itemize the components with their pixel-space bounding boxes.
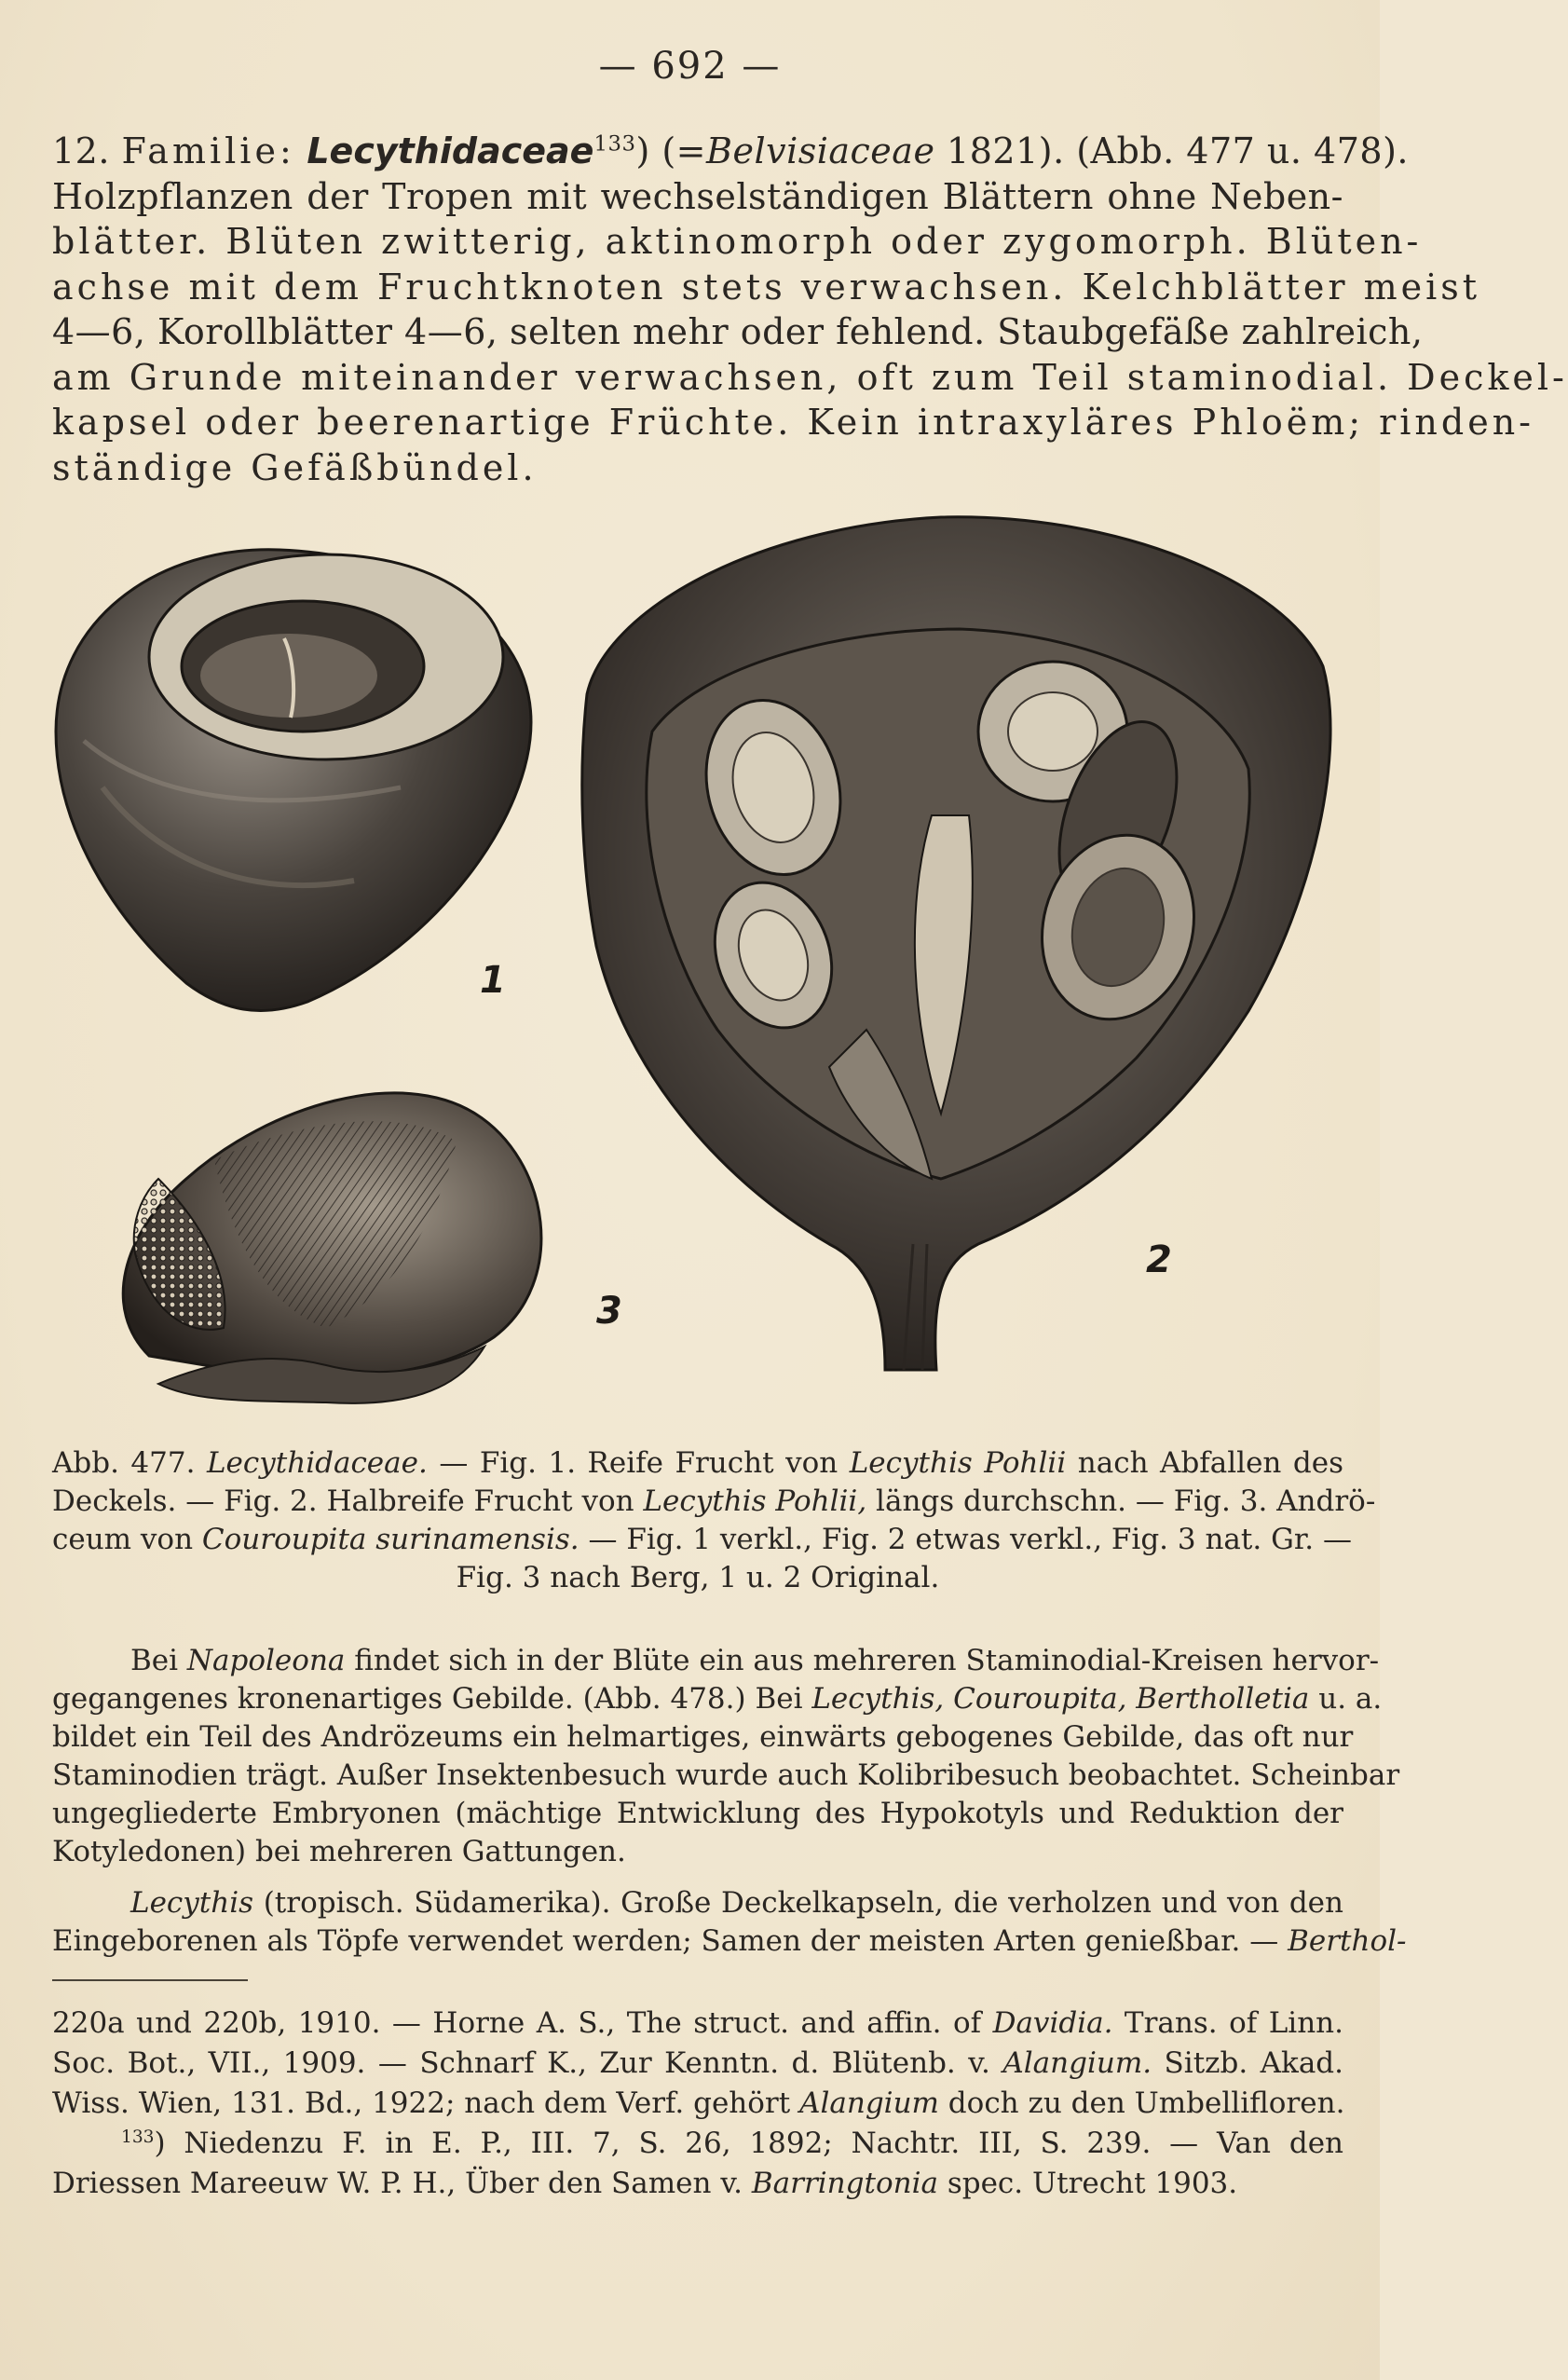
caption-line-1: Abb. 477. Lecythidaceae. — Fig. 1. Reife Frucht von Lecythis Pohlii nach Abfallen des — [52, 1446, 1343, 1480]
figure-caption — [52, 1444, 1376, 1597]
intro-line-8: ständige Gefäßbündel. — [52, 446, 538, 488]
intro-line-1: 12. Familie: Lecythidaceae$^{133}$) (=Belvisiaceae 1821). (Abb. 477 u. 478). — [52, 130, 1409, 171]
body-p1-line-1: Bei Napoleona findet sich in der Blüte ein aus mehreren Staminodial-Kreisen hervor- — [130, 1644, 1380, 1677]
fig-label-2: 2 — [1146, 1238, 1172, 1281]
footnote-line-1: 220a und 220b, 1910. — Horne A. S., The struct. and affin. of Davidia. Trans. of Linn. — [52, 2006, 1344, 2040]
fig-1-ripe-fruit — [56, 550, 531, 1011]
footnotes — [52, 2004, 1343, 2204]
family-description — [52, 129, 1568, 490]
body-p2-line-1: Lecythis (tropisch. Südamerika). Große Deckelkapseln, die verholzen und von den — [130, 1886, 1343, 1920]
fig-label-1: 1 — [480, 959, 506, 1002]
caption-line-3: ceum von Couroupita surinamensis. — Fig. 1 verkl., Fig. 2 etwas verkl., Fig. 3 nat. Gr. — — [52, 1523, 1352, 1556]
body-p1-line-5: ungegliederte Embryonen (mächtige Entwicklung des Hypokotyls und Reduktion der — [52, 1797, 1343, 1830]
intro-line-6: am Grunde miteinander verwachsen, oft zum Teil staminodial. Deckel- — [52, 356, 1568, 398]
page-number: — 692 — — [598, 45, 782, 88]
figure-477 — [47, 508, 1342, 1430]
footnote-ref: 133 — [593, 131, 636, 157]
fig-3-androeceum — [123, 1093, 541, 1403]
fig-2-fruit-section — [582, 517, 1330, 1370]
intro-line-7: kapsel oder beerenartige Früchte. Kein intraxyläres Phloëm; rinden- — [52, 402, 1535, 443]
intro-line-2: Holzpflanzen der Tropen mit wechselständigen Blättern ohne Neben- — [52, 175, 1343, 217]
footnote-rule — [52, 1979, 248, 1981]
body-p2-line-2: Eingeborenen als Töpfe verwendet werden; Samen der meisten Arten genießbar. — Berthol- — [52, 1924, 1407, 1958]
body-p1-line-6: Kotyledonen) bei mehreren Gattungen. — [52, 1835, 626, 1868]
fig-label-3: 3 — [596, 1290, 622, 1333]
figure-illustration — [47, 508, 1342, 1430]
intro-line-5: 4—6, Korollblätter 4—6, selten mehr oder fehlend. Staubgefäße zahlreich, — [52, 311, 1424, 352]
footnote-line-5: Driessen Mareeuw W. P. H., Über den Samen v. Barringtonia spec. Utrecht 1903. — [52, 2167, 1238, 2200]
intro-line-4: achse mit dem Fruchtknoten stets verwachsen. Kelchblätter meist — [52, 266, 1481, 308]
footnote-line-3: Wiss. Wien, 131. Bd., 1922; nach dem Verf. gehört Alangium doch zu den Umbellifloren. — [52, 2086, 1345, 2120]
caption-line-4: Fig. 3 nach Berg, 1 u. 2 Original. — [456, 1561, 940, 1594]
body-p1-line-3: bildet ein Teil des Andrözeums ein helmartiges, einwärts gebogenes Gebilde, das oft nur — [52, 1720, 1354, 1754]
footnote-line-2: Soc. Bot., VII., 1909. — Schnarf K., Zur Kenntn. d. Blütenb. v. Alangium. Sitzb. Akad. — [52, 2046, 1344, 2080]
family-name: Lecythidaceae — [307, 130, 594, 171]
caption-line-2: Deckels. — Fig. 2. Halbreife Frucht von Lecythis Pohlii, längs durchschn. — Fig. 3. Andrö- — [52, 1484, 1376, 1518]
body-p1-line-4: Staminodien trägt. Außer Insektenbesuch wurde auch Kolibribesuch beobachtet. Scheinbar — [52, 1758, 1400, 1792]
body-p1-line-2: gegangenes kronenartiges Gebilde. (Abb. 478.) Bei Lecythis, Couroupita, Bertholletia u. a. — [52, 1682, 1383, 1716]
intro-line-3: blätter. Blüten zwitterig, aktinomorph oder zygomorph. Blüten- — [52, 221, 1423, 262]
footnote-line-4: $^{133}$) Niedenzu F. in E. P., III. 7, S. 26, 1892; Nachtr. III, S. 239. — Van den — [121, 2127, 1343, 2160]
body-text — [52, 1642, 1407, 1961]
synonym-name: Belvisiaceae — [706, 130, 935, 171]
